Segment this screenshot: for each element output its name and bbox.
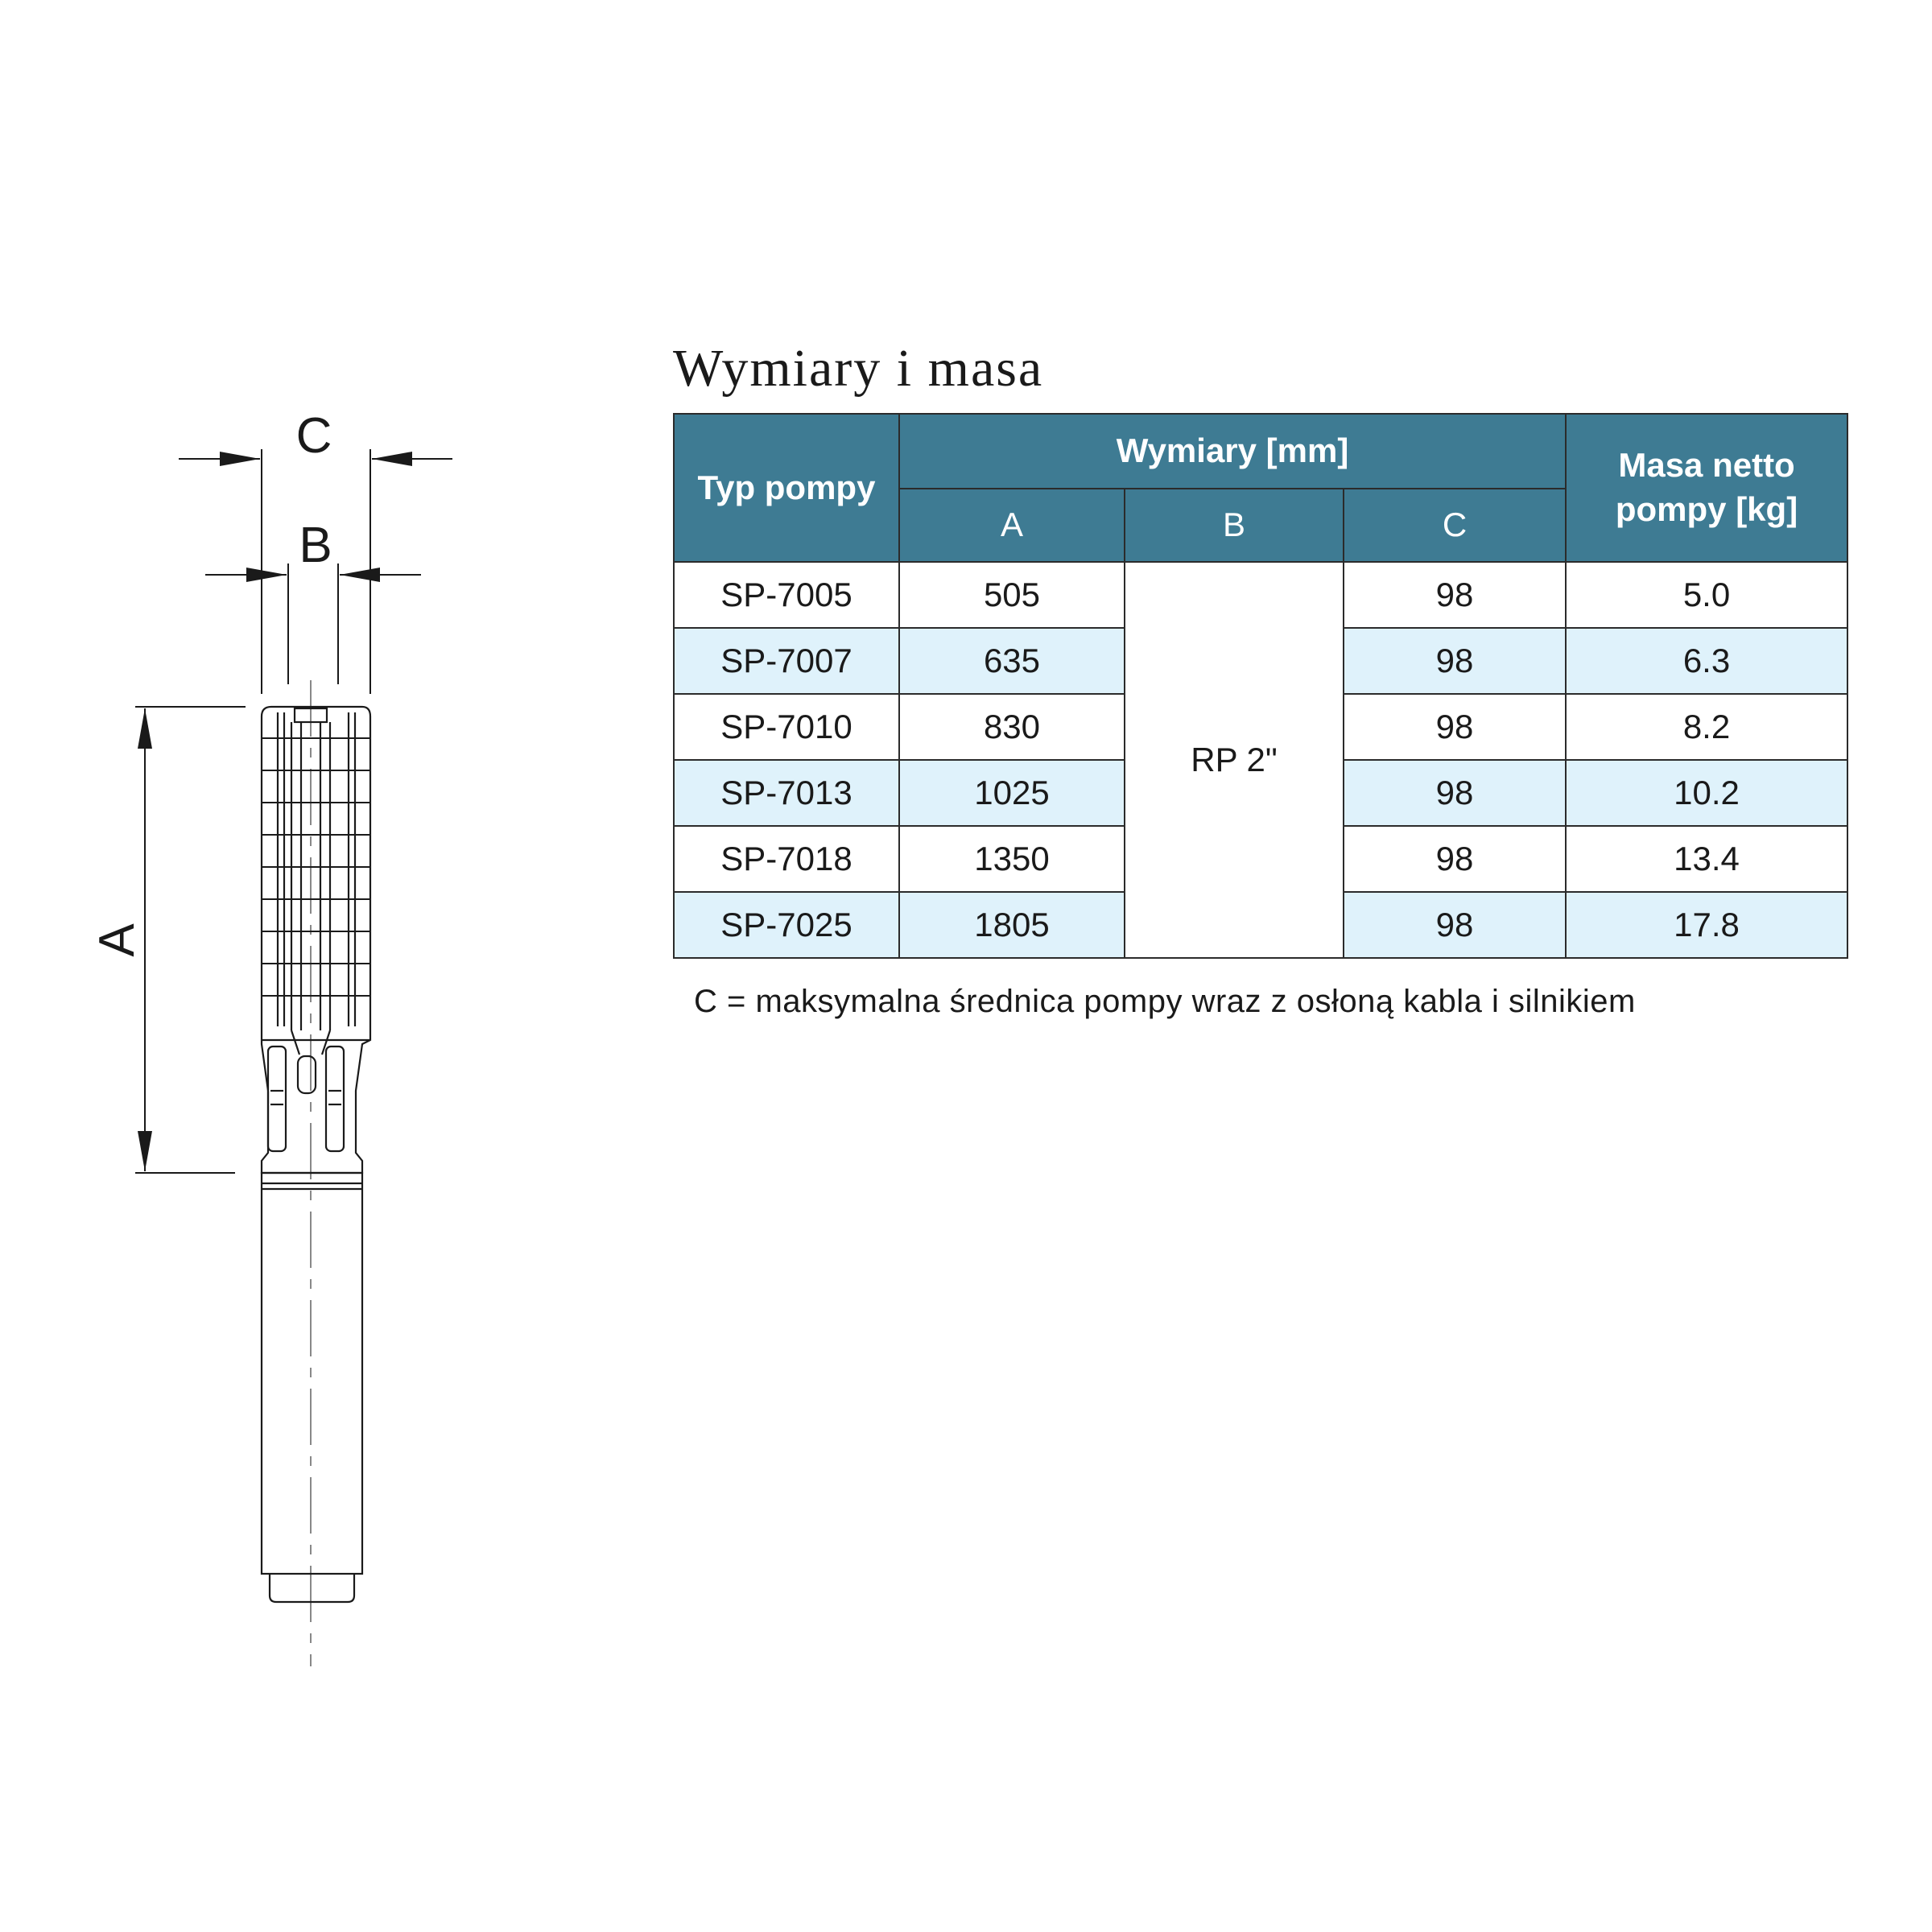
cell-c: 98 <box>1344 694 1566 760</box>
cell-type: SP-7018 <box>674 826 899 892</box>
cell-a: 1025 <box>899 760 1125 826</box>
dimension-b-label: B <box>299 518 332 573</box>
cell-type: SP-7025 <box>674 892 899 958</box>
cell-c: 98 <box>1344 562 1566 628</box>
dimensions-table <box>673 413 1848 959</box>
cell-a: 830 <box>899 694 1125 760</box>
footnote: C = maksymalna średnica pompy wraz z osłoną kabla i silnikiem <box>694 984 1636 1019</box>
cell-a: 1805 <box>899 892 1125 958</box>
cell-mass: 10.2 <box>1566 760 1847 826</box>
table-row <box>674 562 1847 628</box>
cell-a: 1350 <box>899 826 1125 892</box>
cell-a: 635 <box>899 628 1125 694</box>
header-dimensions: Wymiary [mm] <box>899 414 1566 489</box>
cell-mass: 13.4 <box>1566 826 1847 892</box>
dimension-a-label: A <box>89 923 145 957</box>
cell-type: SP-7007 <box>674 628 899 694</box>
subheader-b: B <box>1125 489 1344 562</box>
cell-type: SP-7013 <box>674 760 899 826</box>
cell-c: 98 <box>1344 628 1566 694</box>
table-header-row <box>674 414 1847 489</box>
header-mass: Masa netto pompy [kg] <box>1566 414 1847 562</box>
cell-type: SP-7005 <box>674 562 899 628</box>
cell-a: 505 <box>899 562 1125 628</box>
pump-motor <box>262 1173 362 1602</box>
cell-mass: 8.2 <box>1566 694 1847 760</box>
page-title: Wymiary i masa <box>673 339 1044 398</box>
cell-mass: 5.0 <box>1566 562 1847 628</box>
cell-b-merged: RP 2" <box>1125 562 1344 958</box>
dimension-a <box>135 707 246 1173</box>
cell-c: 98 <box>1344 826 1566 892</box>
pump-body <box>262 707 370 1173</box>
dimension-b <box>205 564 421 684</box>
cell-mass: 6.3 <box>1566 628 1847 694</box>
cell-mass: 17.8 <box>1566 892 1847 958</box>
subheader-a: A <box>899 489 1125 562</box>
cell-type: SP-7010 <box>674 694 899 760</box>
dimension-c-label: C <box>295 408 332 464</box>
cell-c: 98 <box>1344 892 1566 958</box>
subheader-c: C <box>1344 489 1566 562</box>
header-type: Typ pompy <box>674 414 899 562</box>
cell-c: 98 <box>1344 760 1566 826</box>
